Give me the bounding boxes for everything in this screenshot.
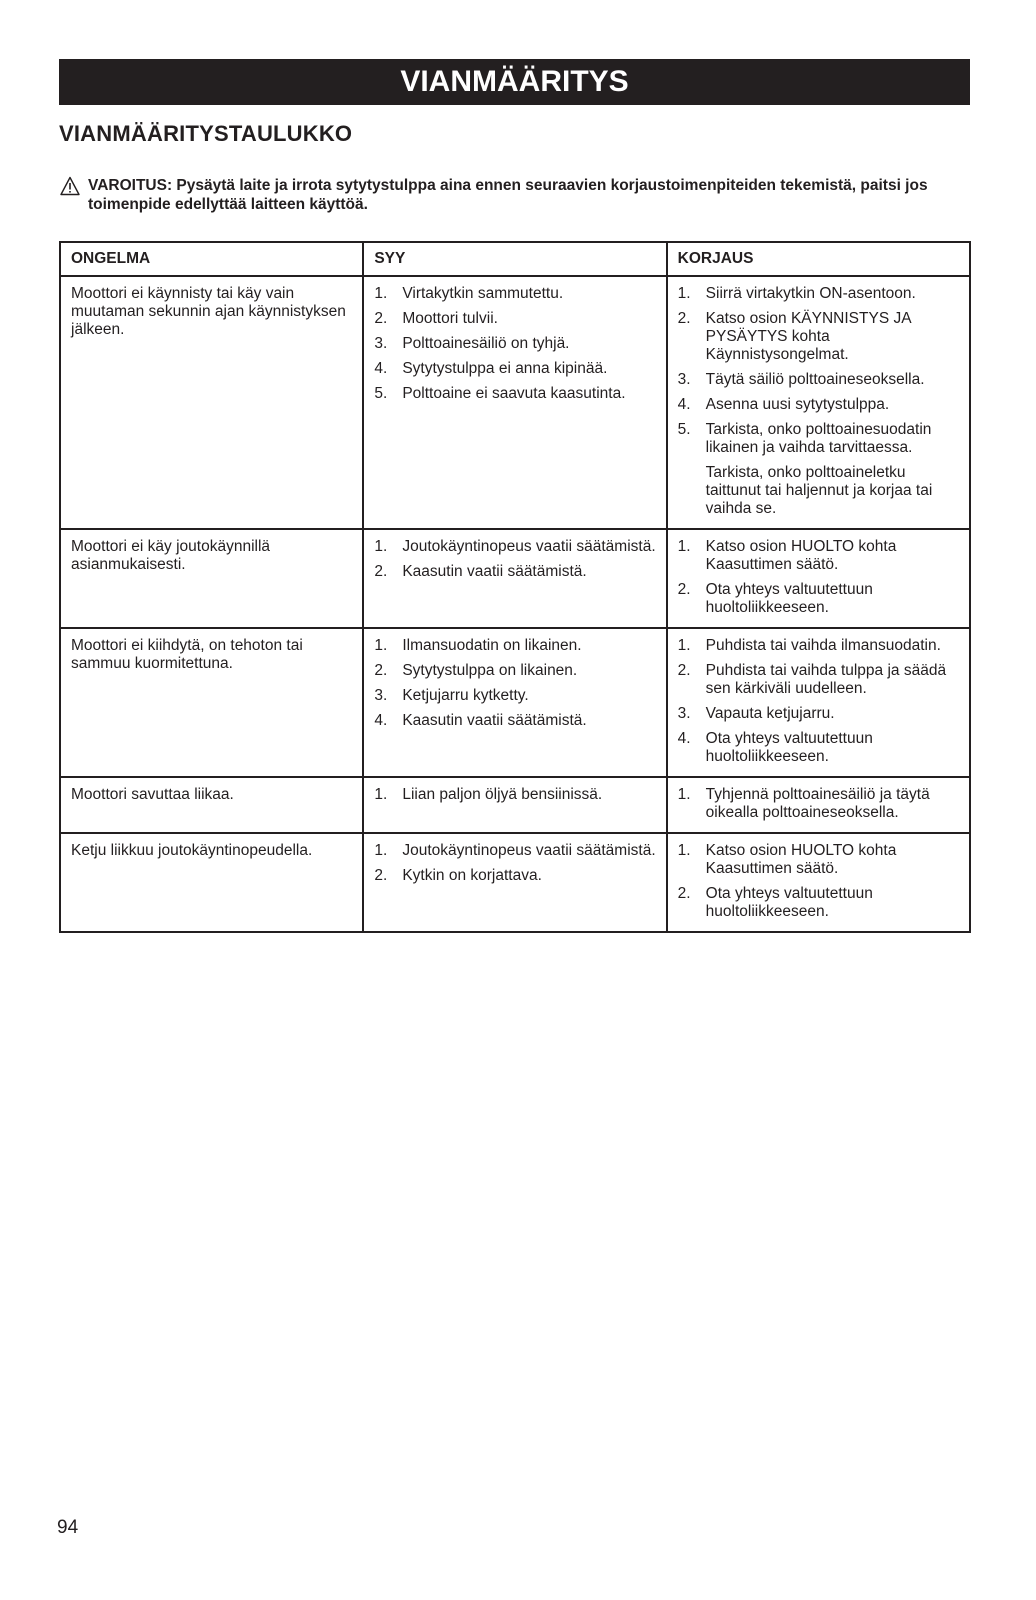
cause-item: [374, 360, 655, 378]
cause-item-number: 1.: [374, 842, 388, 859]
fix-cell: [667, 777, 970, 833]
fix-item-text: Katso osion KÄYNNISTYS JA PYSÄYTYS kohta Käynnistysongelmat.: [705, 310, 911, 363]
fix-list: [678, 538, 959, 617]
fix-item-number: 5.: [677, 421, 691, 438]
cause-item: [374, 285, 655, 303]
cause-item-number: 1.: [374, 538, 388, 555]
warning-block: [60, 176, 960, 214]
fix-item: [678, 310, 959, 364]
cause-item-number: 1.: [374, 637, 388, 654]
cause-item-number: 3.: [374, 335, 388, 352]
problem-cell: Moottori ei kiihdytä, on tehoton tai sammuu kuormitettuna.: [60, 628, 363, 777]
table-row: [60, 628, 970, 777]
cause-item-number: 1.: [374, 786, 388, 803]
cause-item-text: Kytkin on korjattava.: [402, 867, 542, 884]
cause-list: [374, 637, 655, 730]
problem-cell: Ketju liikkuu joutokäyntinopeudella.: [60, 833, 363, 932]
fix-list: [678, 637, 959, 766]
cause-item-text: Sytytystulppa ei anna kipinää.: [402, 360, 608, 377]
cause-item: [374, 687, 655, 705]
column-header-cause: SYY: [363, 242, 666, 276]
cause-item-text: Kaasutin vaatii säätämistä.: [402, 712, 587, 729]
fix-item-text: Puhdista tai vaihda ilmansuodatin.: [705, 637, 941, 654]
fix-item-number: 2.: [677, 662, 691, 679]
cause-item-text: Joutokäyntinopeus vaatii säätämistä.: [402, 538, 656, 555]
cause-cell: [363, 628, 666, 777]
fix-item: [678, 885, 959, 921]
fix-item-number: 3.: [677, 705, 691, 722]
column-header-problem: ONGELMA: [60, 242, 363, 276]
fix-item: [678, 538, 959, 574]
cause-item-number: 2.: [374, 662, 388, 679]
cause-item: [374, 712, 655, 730]
fix-item-number: 1.: [677, 285, 691, 302]
column-header-fix: KORJAUS: [667, 242, 970, 276]
table-row: [60, 777, 970, 833]
fix-cell: [667, 276, 970, 529]
fix-item-text: Tyhjennä polttoainesäiliö ja täytä oikealla polttoaineseoksella.: [705, 786, 930, 821]
cause-list: [374, 285, 655, 403]
fix-list: [678, 842, 959, 921]
cause-list: [374, 786, 655, 804]
fix-cell: [667, 529, 970, 628]
warning-text: VAROITUS: Pysäytä laite ja irrota sytytystulppa aina ennen seuraavien korjaustoimenpiteiden tekemistä, paitsi jos toimenpide edellyttää laitteen käyttöä.: [88, 177, 928, 213]
cause-item-text: Ketjujarru kytketty.: [402, 687, 529, 704]
fix-item-extra: Tarkista, onko polttoaineletku taittunut tai haljennut ja korjaa tai vaihda se.: [705, 464, 933, 517]
cause-item: [374, 867, 655, 885]
fix-cell: [667, 628, 970, 777]
cause-item-text: Virtakytkin sammutettu.: [402, 285, 564, 302]
cause-item: [374, 538, 655, 556]
cause-item: [374, 842, 655, 860]
problem-cell: Moottori ei käynnisty tai käy vain muutaman sekunnin ajan käynnistyksen jälkeen.: [60, 276, 363, 529]
fix-item-text: Ota yhteys valtuutettuun huoltoliikkeeseen.: [705, 730, 873, 765]
fix-item: [678, 662, 959, 698]
fix-list: [678, 285, 959, 518]
fix-item-text: Katso osion HUOLTO kohta Kaasuttimen säätö.: [705, 842, 897, 877]
cause-item: [374, 637, 655, 655]
cause-item-number: 5.: [374, 385, 388, 402]
cause-item-text: Moottori tulvii.: [402, 310, 498, 327]
fix-item-text: Puhdista tai vaihda tulppa ja säädä sen kärkiväli uudelleen.: [705, 662, 947, 697]
fix-item-text: Katso osion HUOLTO kohta Kaasuttimen säätö.: [705, 538, 897, 573]
cause-item-text: Liian paljon öljyä bensiinissä.: [402, 786, 603, 803]
fix-item-text: Tarkista, onko polttoainesuodatin likainen ja vaihda tarvittaessa.: [705, 421, 932, 456]
problem-cell: Moottori savuttaa liikaa.: [60, 777, 363, 833]
cause-list: [374, 538, 655, 581]
fix-item-number: 4.: [677, 730, 691, 747]
cause-cell: [363, 833, 666, 932]
cause-cell: [363, 529, 666, 628]
fix-item: [678, 285, 959, 303]
cause-item-number: 2.: [374, 563, 388, 580]
problem-cell: Moottori ei käy joutokäynnillä asianmukaisesti.: [60, 529, 363, 628]
table-row: [60, 833, 970, 932]
cause-item-text: Kaasutin vaatii säätämistä.: [402, 563, 587, 580]
fix-item: [678, 421, 959, 518]
fix-item-number: 4.: [677, 396, 691, 413]
fix-item-number: 1.: [677, 637, 691, 654]
cause-item-text: Polttoaine ei saavuta kaasutinta.: [402, 385, 626, 402]
fix-cell: [667, 833, 970, 932]
fix-list: [678, 786, 959, 822]
warning-triangle-icon: [60, 176, 80, 196]
cause-cell: [363, 276, 666, 529]
fix-item-number: 1.: [677, 538, 691, 555]
cause-item-number: 4.: [374, 360, 388, 377]
table-row: [60, 276, 970, 529]
cause-item-number: 2.: [374, 867, 388, 884]
fix-item-number: 1.: [677, 786, 691, 803]
fix-item: [678, 786, 959, 822]
cause-item-text: Sytytystulppa on likainen.: [402, 662, 578, 679]
fix-item: [678, 842, 959, 878]
cause-item: [374, 786, 655, 804]
cause-item: [374, 662, 655, 680]
cause-item-text: Polttoainesäiliö on tyhjä.: [402, 335, 570, 352]
table-row: [60, 529, 970, 628]
fix-item: [678, 396, 959, 414]
fix-item-number: 2.: [677, 885, 691, 902]
fix-item: [678, 581, 959, 617]
cause-item: [374, 335, 655, 353]
cause-item-number: 2.: [374, 310, 388, 327]
fix-item-number: 1.: [677, 842, 691, 859]
cause-item: [374, 385, 655, 403]
page-number: 94: [57, 1517, 79, 1538]
troubleshooting-table: [59, 241, 971, 933]
cause-item-text: Ilmansuodatin on likainen.: [402, 637, 582, 654]
cause-item-number: 3.: [374, 687, 388, 704]
fix-item-text: Ota yhteys valtuutettuun huoltoliikkeeseen.: [705, 581, 873, 616]
fix-item: [678, 705, 959, 723]
fix-item-text: Vapauta ketjujarru.: [705, 705, 835, 722]
section-title: VIANMÄÄRITYSTAULUKKO: [59, 121, 353, 146]
cause-item: [374, 310, 655, 328]
fix-item-text: Siirrä virtakytkin ON-asentoon.: [705, 285, 916, 302]
fix-item: [678, 371, 959, 389]
fix-item: [678, 637, 959, 655]
cause-list: [374, 842, 655, 885]
fix-item-number: 2.: [677, 581, 691, 598]
cause-item-text: Joutokäyntinopeus vaatii säätämistä.: [402, 842, 656, 859]
fix-item-text: Asenna uusi sytytystulppa.: [705, 396, 890, 413]
fix-item-text: Täytä säiliö polttoaineseoksella.: [705, 371, 925, 388]
fix-item-text: Ota yhteys valtuutettuun huoltoliikkeeseen.: [705, 885, 873, 920]
fix-item: [678, 730, 959, 766]
cause-item-number: 1.: [374, 285, 388, 302]
cause-item: [374, 563, 655, 581]
fix-item-number: 2.: [677, 310, 691, 327]
page-header-banner: VIANMÄÄRITYS: [59, 59, 970, 105]
cause-item-number: 4.: [374, 712, 388, 729]
cause-cell: [363, 777, 666, 833]
table-header-row: [60, 242, 970, 276]
fix-item-number: 3.: [677, 371, 691, 388]
